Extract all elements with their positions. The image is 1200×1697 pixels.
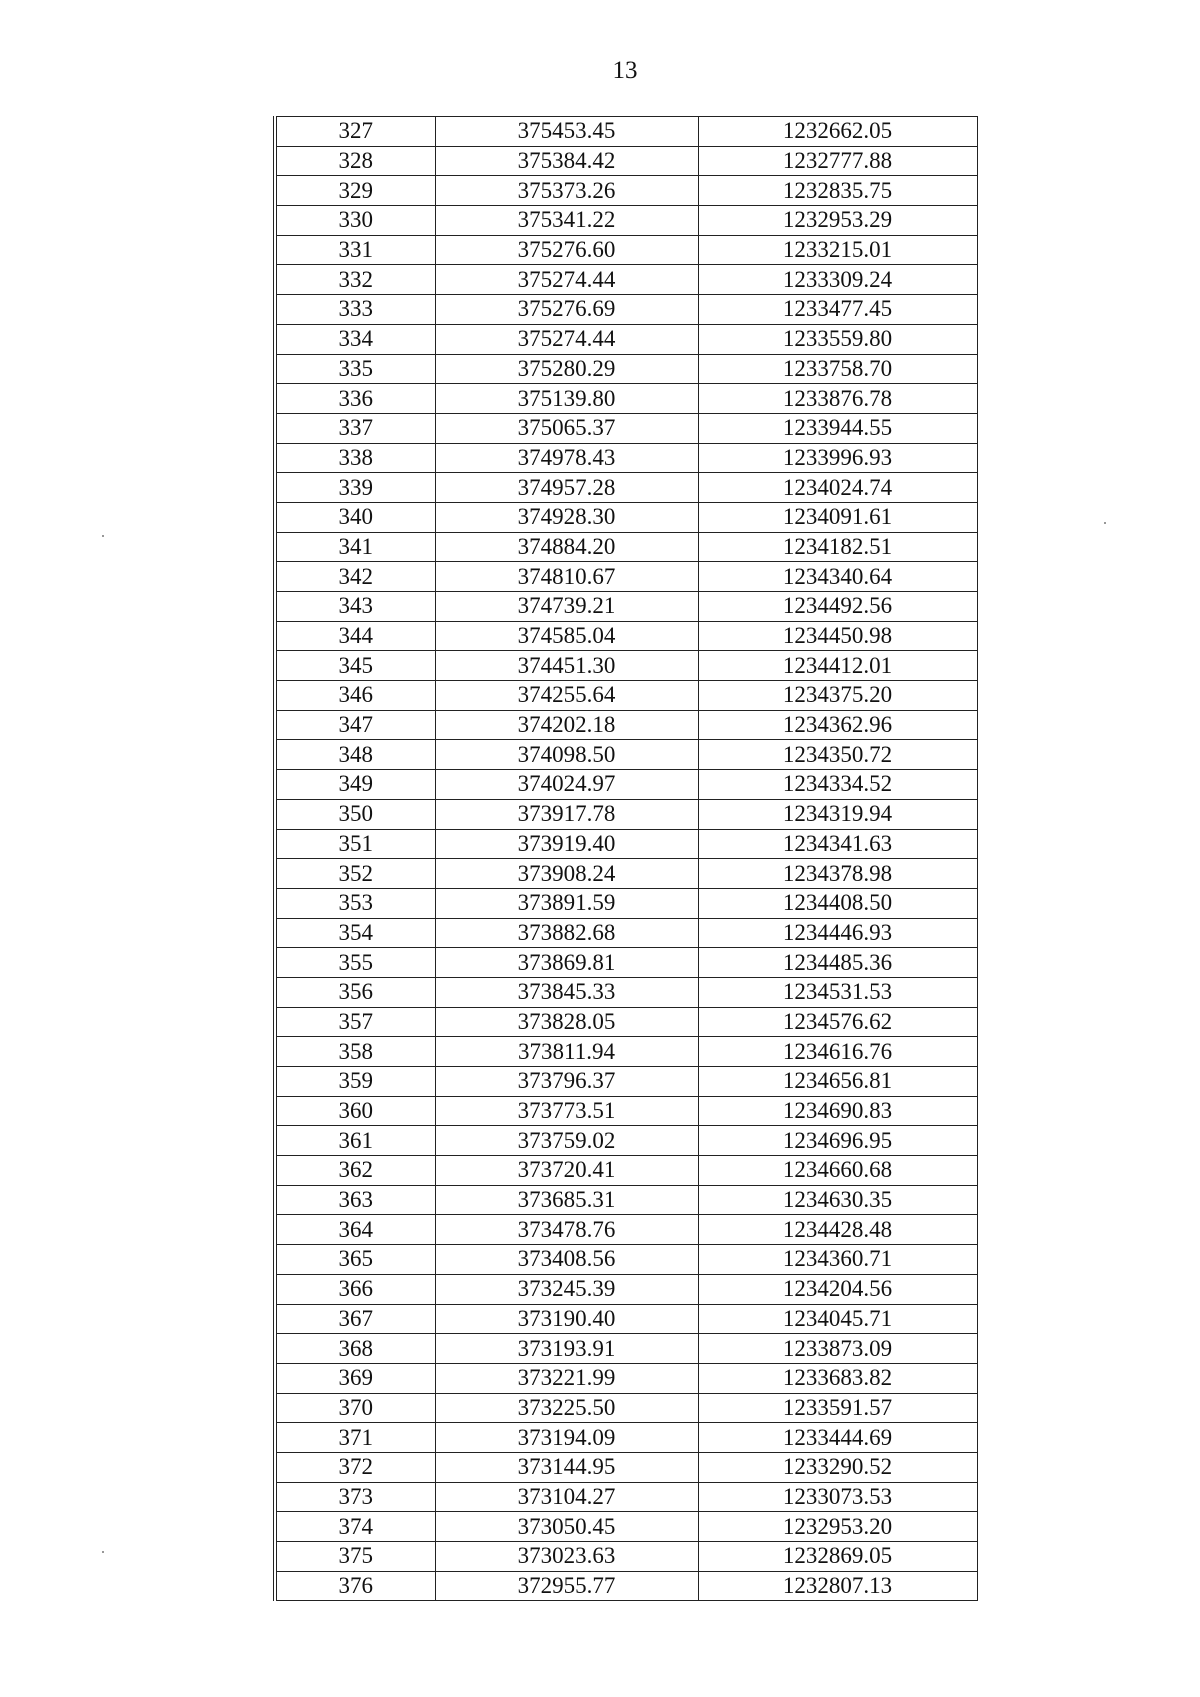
row-number-cell: 359 xyxy=(275,1067,435,1097)
y-coordinate-cell: 1232835.75 xyxy=(698,176,977,206)
table-row xyxy=(275,1542,977,1572)
row-number-cell: 365 xyxy=(275,1245,435,1275)
table-row xyxy=(275,443,977,473)
table-row xyxy=(275,1245,977,1275)
row-number-cell: 376 xyxy=(275,1571,435,1601)
y-coordinate-cell: 1233444.69 xyxy=(698,1423,977,1453)
y-coordinate-cell: 1232777.88 xyxy=(698,146,977,176)
y-coordinate-cell: 1234362.96 xyxy=(698,710,977,740)
x-coordinate-cell: 373478.76 xyxy=(435,1215,698,1245)
y-coordinate-cell: 1233876.78 xyxy=(698,384,977,414)
row-number-cell: 344 xyxy=(275,621,435,651)
row-number-cell: 366 xyxy=(275,1274,435,1304)
x-coordinate-cell: 373917.78 xyxy=(435,799,698,829)
row-number-cell: 368 xyxy=(275,1334,435,1364)
y-coordinate-cell: 1233215.01 xyxy=(698,235,977,265)
table-row xyxy=(275,1452,977,1482)
row-number-cell: 371 xyxy=(275,1423,435,1453)
row-number-cell: 333 xyxy=(275,295,435,325)
y-coordinate-cell: 1233996.93 xyxy=(698,443,977,473)
y-coordinate-cell: 1234492.56 xyxy=(698,592,977,622)
table-row xyxy=(275,1482,977,1512)
y-coordinate-cell: 1234531.53 xyxy=(698,977,977,1007)
y-coordinate-cell: 1232953.20 xyxy=(698,1512,977,1542)
row-number-cell: 373 xyxy=(275,1482,435,1512)
row-number-cell: 337 xyxy=(275,413,435,443)
y-coordinate-cell: 1232807.13 xyxy=(698,1571,977,1601)
x-coordinate-cell: 375341.22 xyxy=(435,206,698,236)
row-number-cell: 348 xyxy=(275,740,435,770)
y-coordinate-cell: 1234696.95 xyxy=(698,1126,977,1156)
y-coordinate-cell: 1233290.52 xyxy=(698,1452,977,1482)
row-number-cell: 362 xyxy=(275,1156,435,1186)
y-coordinate-cell: 1234485.36 xyxy=(698,948,977,978)
y-coordinate-cell: 1234204.56 xyxy=(698,1274,977,1304)
table-row xyxy=(275,1007,977,1037)
x-coordinate-cell: 375274.44 xyxy=(435,265,698,295)
table-row xyxy=(275,1126,977,1156)
y-coordinate-cell: 1234446.93 xyxy=(698,918,977,948)
row-number-cell: 339 xyxy=(275,473,435,503)
x-coordinate-cell: 375139.80 xyxy=(435,384,698,414)
row-number-cell: 342 xyxy=(275,562,435,592)
x-coordinate-cell: 374585.04 xyxy=(435,621,698,651)
table-row xyxy=(275,918,977,948)
table-row xyxy=(275,1423,977,1453)
x-coordinate-cell: 372955.77 xyxy=(435,1571,698,1601)
y-coordinate-cell: 1234660.68 xyxy=(698,1156,977,1186)
x-coordinate-cell: 373908.24 xyxy=(435,859,698,889)
x-coordinate-cell: 373050.45 xyxy=(435,1512,698,1542)
table-row xyxy=(275,1067,977,1097)
x-coordinate-cell: 374884.20 xyxy=(435,532,698,562)
row-number-cell: 350 xyxy=(275,799,435,829)
y-coordinate-cell: 1233591.57 xyxy=(698,1393,977,1423)
row-number-cell: 338 xyxy=(275,443,435,473)
table-row xyxy=(275,206,977,236)
y-coordinate-cell: 1233758.70 xyxy=(698,354,977,384)
row-number-cell: 370 xyxy=(275,1393,435,1423)
table-row xyxy=(275,384,977,414)
y-coordinate-cell: 1234341.63 xyxy=(698,829,977,859)
table-row xyxy=(275,1215,977,1245)
y-coordinate-cell: 1234428.48 xyxy=(698,1215,977,1245)
table-row xyxy=(275,1512,977,1542)
table-row xyxy=(275,710,977,740)
table-row xyxy=(275,1571,977,1601)
row-number-cell: 327 xyxy=(275,117,435,147)
x-coordinate-cell: 373919.40 xyxy=(435,829,698,859)
x-coordinate-cell: 375276.60 xyxy=(435,235,698,265)
row-number-cell: 336 xyxy=(275,384,435,414)
x-coordinate-cell: 373194.09 xyxy=(435,1423,698,1453)
x-coordinate-cell: 374957.28 xyxy=(435,473,698,503)
row-number-cell: 358 xyxy=(275,1037,435,1067)
row-number-cell: 346 xyxy=(275,681,435,711)
table-row xyxy=(275,146,977,176)
table-row xyxy=(275,235,977,265)
table-row xyxy=(275,948,977,978)
row-number-cell: 345 xyxy=(275,651,435,681)
x-coordinate-cell: 374202.18 xyxy=(435,710,698,740)
table-row xyxy=(275,1096,977,1126)
x-coordinate-cell: 374739.21 xyxy=(435,592,698,622)
x-coordinate-cell: 375274.44 xyxy=(435,324,698,354)
y-coordinate-cell: 1234450.98 xyxy=(698,621,977,651)
row-number-cell: 367 xyxy=(275,1304,435,1334)
x-coordinate-cell: 373869.81 xyxy=(435,948,698,978)
x-coordinate-cell: 374255.64 xyxy=(435,681,698,711)
y-coordinate-cell: 1234576.62 xyxy=(698,1007,977,1037)
y-coordinate-cell: 1234656.81 xyxy=(698,1067,977,1097)
x-coordinate-cell: 375280.29 xyxy=(435,354,698,384)
row-number-cell: 364 xyxy=(275,1215,435,1245)
y-coordinate-cell: 1234319.94 xyxy=(698,799,977,829)
x-coordinate-cell: 373190.40 xyxy=(435,1304,698,1334)
y-coordinate-cell: 1234334.52 xyxy=(698,770,977,800)
row-number-cell: 335 xyxy=(275,354,435,384)
coordinates-table-body xyxy=(275,117,977,1601)
table-row xyxy=(275,888,977,918)
row-number-cell: 341 xyxy=(275,532,435,562)
x-coordinate-cell: 373408.56 xyxy=(435,1245,698,1275)
row-number-cell: 360 xyxy=(275,1096,435,1126)
y-coordinate-cell: 1234690.83 xyxy=(698,1096,977,1126)
table-row xyxy=(275,562,977,592)
x-coordinate-cell: 373845.33 xyxy=(435,977,698,1007)
row-number-cell: 374 xyxy=(275,1512,435,1542)
table-row xyxy=(275,1334,977,1364)
scan-speck xyxy=(1104,522,1106,524)
row-number-cell: 369 xyxy=(275,1363,435,1393)
y-coordinate-cell: 1233944.55 xyxy=(698,413,977,443)
scan-speck xyxy=(102,535,104,537)
page-number: 13 xyxy=(612,57,638,84)
y-coordinate-cell: 1234360.71 xyxy=(698,1245,977,1275)
table-row xyxy=(275,502,977,532)
table-row xyxy=(275,977,977,1007)
row-number-cell: 363 xyxy=(275,1185,435,1215)
x-coordinate-cell: 373225.50 xyxy=(435,1393,698,1423)
table-row xyxy=(275,651,977,681)
row-number-cell: 352 xyxy=(275,859,435,889)
y-coordinate-cell: 1234182.51 xyxy=(698,532,977,562)
table-row xyxy=(275,859,977,889)
y-coordinate-cell: 1232869.05 xyxy=(698,1542,977,1572)
table-row xyxy=(275,829,977,859)
row-number-cell: 361 xyxy=(275,1126,435,1156)
row-number-cell: 355 xyxy=(275,948,435,978)
x-coordinate-cell: 373773.51 xyxy=(435,1096,698,1126)
y-coordinate-cell: 1234408.50 xyxy=(698,888,977,918)
x-coordinate-cell: 373759.02 xyxy=(435,1126,698,1156)
y-coordinate-cell: 1233309.24 xyxy=(698,265,977,295)
y-coordinate-cell: 1234630.35 xyxy=(698,1185,977,1215)
x-coordinate-cell: 373882.68 xyxy=(435,918,698,948)
y-coordinate-cell: 1233477.45 xyxy=(698,295,977,325)
table-row xyxy=(275,770,977,800)
table-row xyxy=(275,295,977,325)
row-number-cell: 343 xyxy=(275,592,435,622)
table-row xyxy=(275,324,977,354)
table-row xyxy=(275,1393,977,1423)
y-coordinate-cell: 1233873.09 xyxy=(698,1334,977,1364)
x-coordinate-cell: 373144.95 xyxy=(435,1452,698,1482)
y-coordinate-cell: 1234412.01 xyxy=(698,651,977,681)
row-number-cell: 330 xyxy=(275,206,435,236)
row-number-cell: 331 xyxy=(275,235,435,265)
table-row xyxy=(275,176,977,206)
x-coordinate-cell: 373891.59 xyxy=(435,888,698,918)
x-coordinate-cell: 375373.26 xyxy=(435,176,698,206)
row-number-cell: 356 xyxy=(275,977,435,1007)
row-number-cell: 354 xyxy=(275,918,435,948)
x-coordinate-cell: 373221.99 xyxy=(435,1363,698,1393)
y-coordinate-cell: 1233683.82 xyxy=(698,1363,977,1393)
x-coordinate-cell: 375453.45 xyxy=(435,117,698,147)
x-coordinate-cell: 373685.31 xyxy=(435,1185,698,1215)
x-coordinate-cell: 374024.97 xyxy=(435,770,698,800)
y-coordinate-cell: 1234616.76 xyxy=(698,1037,977,1067)
x-coordinate-cell: 375384.42 xyxy=(435,146,698,176)
table-row xyxy=(275,799,977,829)
row-number-cell: 357 xyxy=(275,1007,435,1037)
row-number-cell: 329 xyxy=(275,176,435,206)
table-row xyxy=(275,1363,977,1393)
table-row xyxy=(275,265,977,295)
table-row xyxy=(275,473,977,503)
x-coordinate-cell: 373245.39 xyxy=(435,1274,698,1304)
x-coordinate-cell: 374451.30 xyxy=(435,651,698,681)
y-coordinate-cell: 1234024.74 xyxy=(698,473,977,503)
x-coordinate-cell: 373193.91 xyxy=(435,1334,698,1364)
x-coordinate-cell: 373720.41 xyxy=(435,1156,698,1186)
row-number-cell: 328 xyxy=(275,146,435,176)
table-row xyxy=(275,1274,977,1304)
table-row xyxy=(275,1156,977,1186)
row-number-cell: 332 xyxy=(275,265,435,295)
y-coordinate-cell: 1234340.64 xyxy=(698,562,977,592)
row-number-cell: 340 xyxy=(275,502,435,532)
table-row xyxy=(275,592,977,622)
x-coordinate-cell: 374978.43 xyxy=(435,443,698,473)
row-number-cell: 347 xyxy=(275,710,435,740)
table-row xyxy=(275,354,977,384)
y-coordinate-cell: 1234045.71 xyxy=(698,1304,977,1334)
x-coordinate-cell: 373023.63 xyxy=(435,1542,698,1572)
y-coordinate-cell: 1234091.61 xyxy=(698,502,977,532)
y-coordinate-cell: 1233559.80 xyxy=(698,324,977,354)
table-row xyxy=(275,413,977,443)
y-coordinate-cell: 1234350.72 xyxy=(698,740,977,770)
table-row xyxy=(275,532,977,562)
x-coordinate-cell: 374928.30 xyxy=(435,502,698,532)
y-coordinate-cell: 1232953.29 xyxy=(698,206,977,236)
row-number-cell: 349 xyxy=(275,770,435,800)
table-row xyxy=(275,1037,977,1067)
x-coordinate-cell: 373796.37 xyxy=(435,1067,698,1097)
table-row xyxy=(275,740,977,770)
y-coordinate-cell: 1234378.98 xyxy=(698,859,977,889)
y-coordinate-cell: 1233073.53 xyxy=(698,1482,977,1512)
x-coordinate-cell: 373828.05 xyxy=(435,1007,698,1037)
table-row xyxy=(275,117,977,147)
table-row xyxy=(275,621,977,651)
table-row xyxy=(275,1304,977,1334)
scan-speck xyxy=(102,1551,104,1553)
row-number-cell: 353 xyxy=(275,888,435,918)
x-coordinate-cell: 374098.50 xyxy=(435,740,698,770)
x-coordinate-cell: 375065.37 xyxy=(435,413,698,443)
x-coordinate-cell: 374810.67 xyxy=(435,562,698,592)
row-number-cell: 375 xyxy=(275,1542,435,1572)
y-coordinate-cell: 1234375.20 xyxy=(698,681,977,711)
x-coordinate-cell: 373104.27 xyxy=(435,1482,698,1512)
row-number-cell: 334 xyxy=(275,324,435,354)
coordinates-table xyxy=(273,116,978,1601)
y-coordinate-cell: 1232662.05 xyxy=(698,117,977,147)
x-coordinate-cell: 373811.94 xyxy=(435,1037,698,1067)
row-number-cell: 372 xyxy=(275,1452,435,1482)
table-row xyxy=(275,1185,977,1215)
row-number-cell: 351 xyxy=(275,829,435,859)
x-coordinate-cell: 375276.69 xyxy=(435,295,698,325)
table-row xyxy=(275,681,977,711)
